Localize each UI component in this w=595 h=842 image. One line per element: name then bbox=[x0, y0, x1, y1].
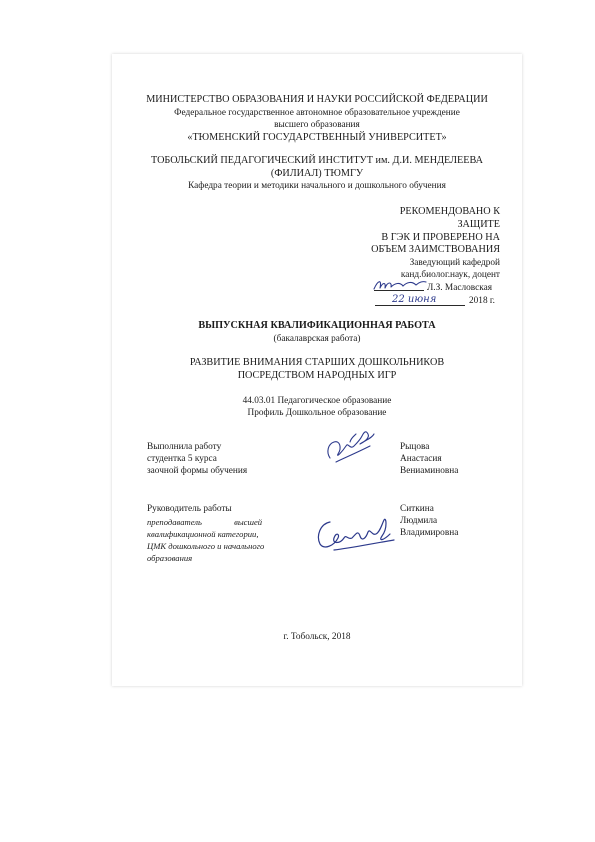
institution-type-line: Федеральное государственное автономное образовательное учреждение bbox=[174, 108, 460, 118]
study-profile: Профиль Дошкольное образование bbox=[247, 408, 387, 418]
branch-name: (ФИЛИАЛ) ТЮМГУ bbox=[270, 168, 364, 179]
approval-line-2: ЗАЩИТЕ bbox=[457, 219, 500, 230]
head-name: Л.З. Масловская bbox=[427, 283, 492, 293]
approval-year: 2018 г. bbox=[469, 296, 496, 306]
approval-line-3: В ГЭК И ПРОВЕРЕНО НА bbox=[381, 232, 500, 243]
supervisor-position-3: ЦМК дошкольного и начального bbox=[147, 541, 265, 551]
student-patronymic: Вениаминовна bbox=[400, 466, 459, 476]
supervisor-role: Руководитель работы bbox=[147, 504, 232, 514]
student-role-2: студентка 5 курса bbox=[147, 454, 217, 464]
university-name: «ТЮМЕНСКИЙ ГОСУДАРСТВЕННЫЙ УНИВЕРСИТЕТ» bbox=[187, 132, 447, 143]
supervisor-position-1 bbox=[147, 517, 295, 527]
head-signature bbox=[370, 276, 430, 294]
thesis-title-line-2: ПОСРЕДСТВОМ НАРОДНЫХ ИГР bbox=[237, 370, 397, 381]
education-level-line: высшего образования bbox=[274, 120, 360, 130]
specialty-code: 44.03.01 Педагогическое образование bbox=[242, 396, 392, 406]
department-name: Кафедра теории и методики начального и дошкольного обучения bbox=[188, 181, 446, 191]
approval-line-4: ОБЪЕМ ЗАИМСТВОВАНИЯ bbox=[371, 244, 500, 255]
date-line bbox=[375, 305, 465, 306]
institute-name: ТОБОЛЬСКИЙ ПЕДАГОГИЧЕСКИЙ ИНСТИТУТ им. Д.И. МЕНДЕЛЕЕВА bbox=[150, 155, 484, 166]
ministry-line: МИНИСТЕРСТВО ОБРАЗОВАНИЯ И НАУКИ РОССИЙСКОЙ ФЕДЕРАЦИИ bbox=[146, 94, 488, 105]
student-signature bbox=[320, 422, 380, 466]
head-of-department-title: Заведующий кафедрой bbox=[409, 258, 500, 268]
handwritten-date: 22 июня bbox=[392, 294, 437, 305]
city-and-year: г. Тобольск, 2018 bbox=[283, 632, 351, 642]
supervisor-position-2: квалификационной категории, bbox=[147, 529, 259, 539]
approval-line-1: РЕКОМЕНДОВАНО К bbox=[399, 206, 500, 217]
head-academic-degree: канд.биолог.наук, доцент bbox=[400, 270, 500, 280]
student-role-1: Выполнила работу bbox=[147, 442, 222, 452]
supervisor-position-4: образования bbox=[147, 553, 193, 563]
supervisor-position-1-text: преподаватель высшей bbox=[147, 517, 263, 527]
supervisor-signature bbox=[310, 510, 400, 556]
supervisor-first-name: Людмила bbox=[400, 516, 438, 526]
student-role-3: заочной формы обучения bbox=[147, 466, 248, 476]
student-first-name: Анастасия bbox=[400, 454, 442, 464]
thesis-title-line-1: РАЗВИТИЕ ВНИМАНИЯ СТАРШИХ ДОШКОЛЬНИКОВ bbox=[189, 357, 445, 368]
supervisor-surname: Ситкина bbox=[400, 504, 434, 514]
document-page bbox=[112, 54, 522, 686]
work-subtype: (бакалаврская работа) bbox=[273, 334, 361, 344]
supervisor-patronymic: Владимировна bbox=[400, 528, 459, 538]
student-surname: Рыцова bbox=[400, 442, 430, 452]
work-type: ВЫПУСКНАЯ КВАЛИФИКАЦИОННАЯ РАБОТА bbox=[198, 320, 436, 331]
